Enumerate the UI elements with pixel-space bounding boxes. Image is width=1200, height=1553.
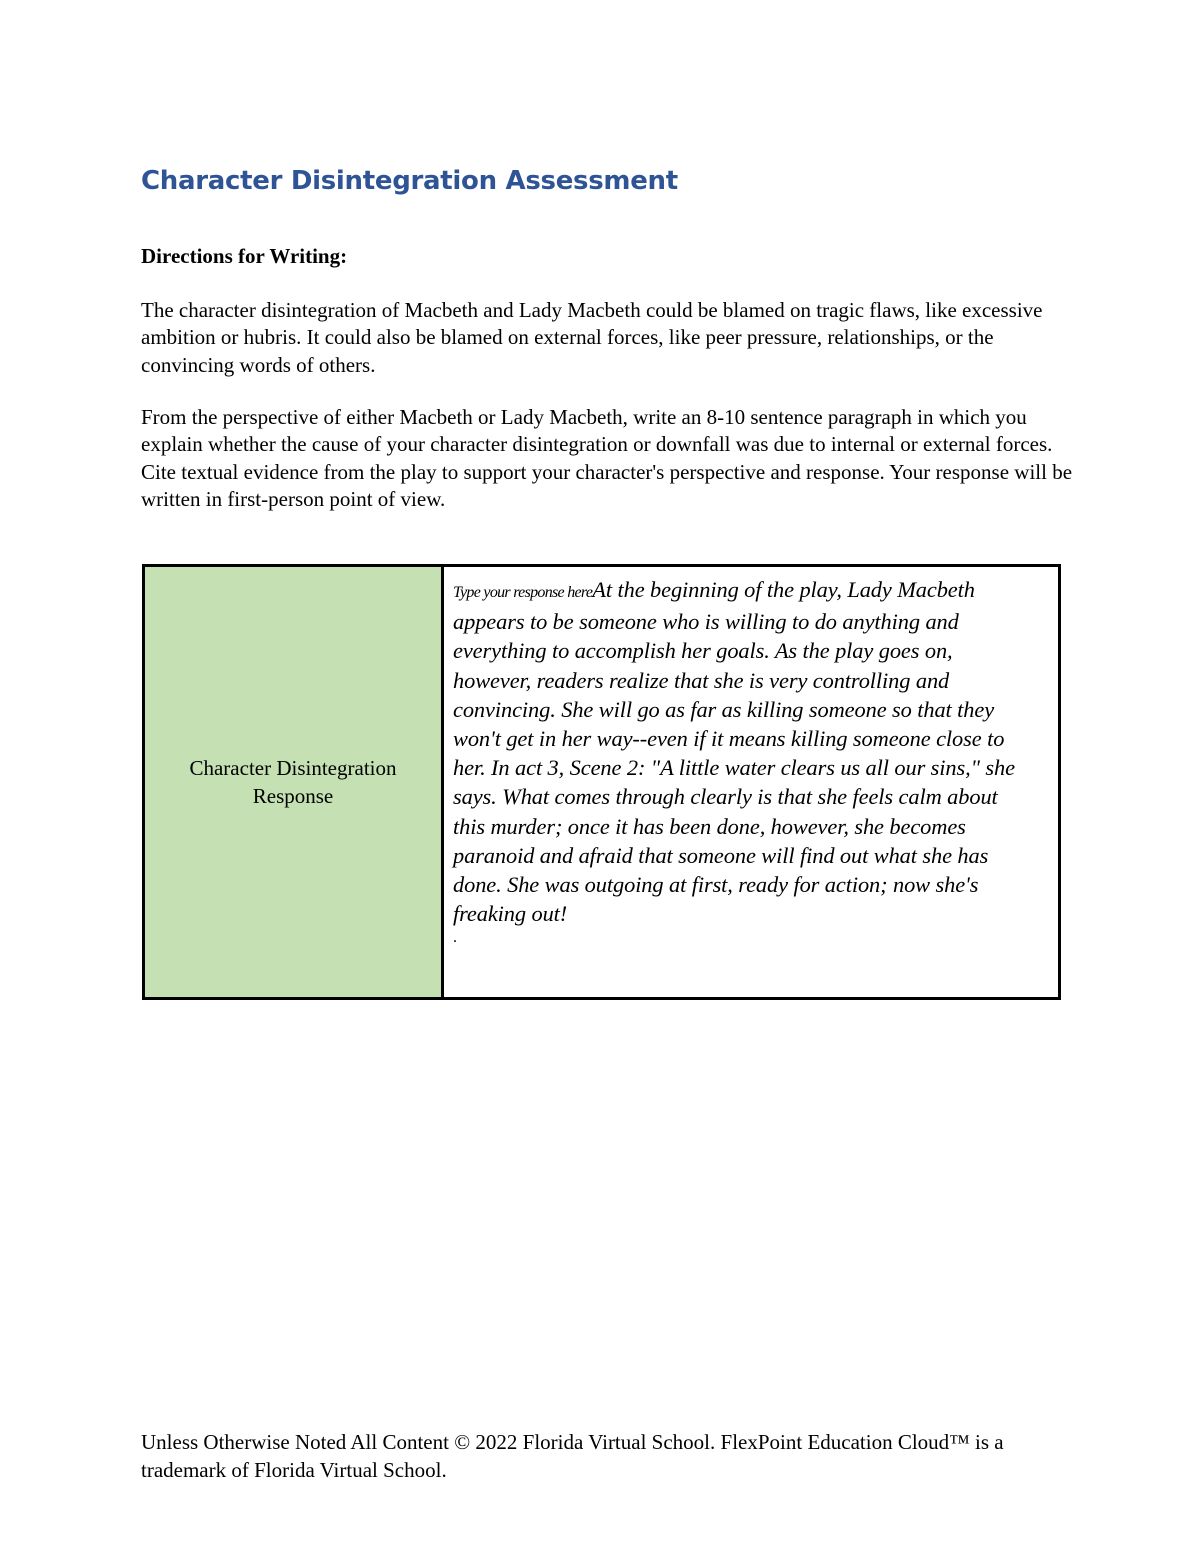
response-table <box>142 564 1061 1000</box>
page-title: Character Disintegration Assessment <box>141 166 678 196</box>
response-placeholder: Type your response here <box>453 584 593 601</box>
directions-heading: Directions for Writing: <box>141 244 348 268</box>
directions-paragraph-1: The character disintegration of Macbeth and Lady Macbeth could be blamed on tragic flaws, like excessive ambition or hubris. It could also be blamed on external forces, like peer pressure, relationships, or the convincing words of others. <box>141 298 1043 377</box>
copyright-footer: Unless Otherwise Noted All Content © 2022 Florida Virtual School. FlexPoint Education Cloud™ is a trademark of Florida Virtual School. <box>141 1430 1004 1482</box>
response-label: Character Disintegration Response <box>189 756 397 808</box>
response-label-cell <box>145 567 444 997</box>
directions-paragraph-2: From the perspective of either Macbeth or Lady Macbeth, write an 8-10 sentence paragraph in which you explain whether the cause of your character disintegration or downfall was due to internal or external forces. Cite textual evidence from the play to support your character's perspective and response. Your response will be written in first-person point of view. <box>141 405 1073 511</box>
response-text: At the beginning of the play, Lady Macbeth appears to be someone who is willing to do anything and everything to accomplish her goals. As the play goes on, however, readers realize that she is very controlling and convincing. She will go as far as killing someone so that they won't get in her way--even if it means killing someone close to her. In act 3, Scene 2: "A little water clears us all our sins," she says. What comes through clearly is that she feels calm about this murder; once it has been done, however, she becomes paranoid and afraid that someone will find out what she has done. She was outgoing at first, ready for action; now she's freaking out! <box>453 577 1015 927</box>
response-trailing-mark: . <box>453 929 457 947</box>
response-text-cell[interactable] <box>444 567 1058 997</box>
